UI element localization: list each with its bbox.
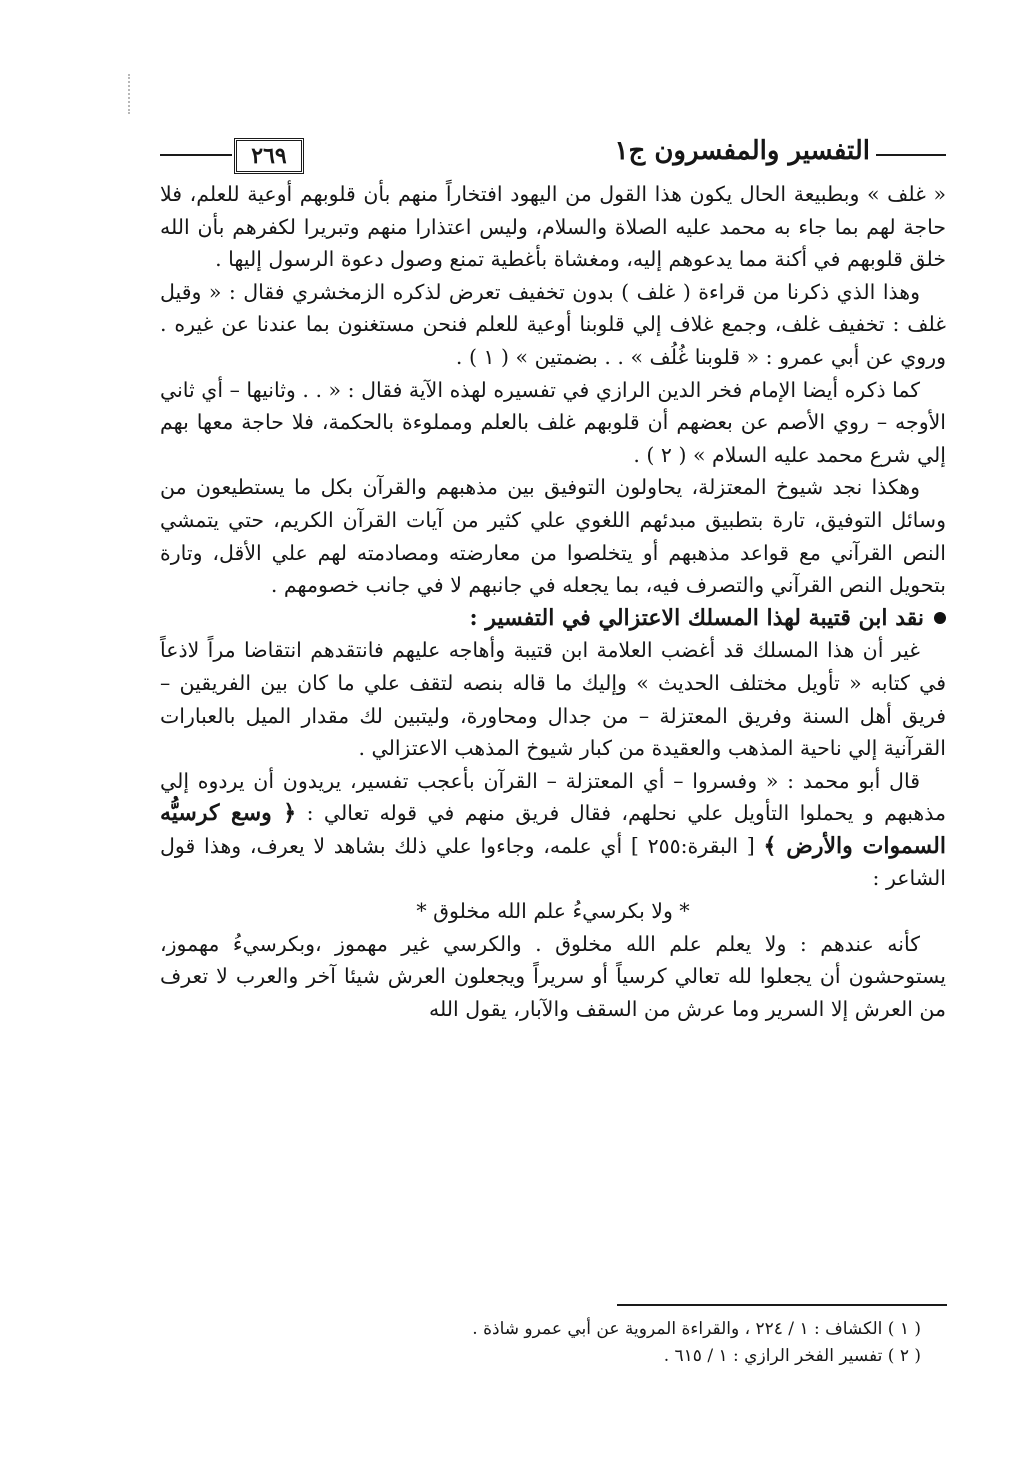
paragraph: وهذا الذي ذكرنا من قراءة ( غلف ) بدون تخفيف تعرض لذكره الزمخشري فقال : « وقيل غلف : تخفيف غلف، وجمع غلاف إلي قلوبنا أوعية للعلم فنحن مستغنون بما عندنا عن غيره . وروي عن أبي عمرو : « قلوبنا غُلُف » . . بضمتين » ( ١ ) . xyxy=(160,279,946,369)
page-number: ٢٦٩ xyxy=(234,138,304,174)
paragraph-text: [ البقرة:٢٥٥ ] أي علمه، وجاءوا علي ذلك بشاهد لا يعرف، وهذا قول الشاعر : xyxy=(160,833,946,891)
paragraph-text: قال أبو محمد : « وفسروا – أي المعتزلة – القرآن بأعجب تفسير، يريدون أن يردوه إلي مذهبهم و يحملوا التأويل علي نحلهم، فقال فريق منهم في قوله تعالي : xyxy=(160,768,946,826)
paragraph: كأنه عندهم : ولا يعلم علم الله مخلوق . والكرسي غير مهموز ،وبكرسيءُ مهموز، يستوحشون أن يجعلوا لله تعالي كرسياً أو سريراً ويجعلون العرش شيئا آخر والعرب لا تعرف من العرش إلا السرير وما عرش من السقف والآبار، يقول الله xyxy=(160,931,946,1021)
running-header xyxy=(160,134,946,174)
footnote: ( ١ ) الكشاف : ١ / ٢٢٤ ، والقراءة المروية عن أبي عمرو شاذة . xyxy=(472,1319,921,1339)
paragraph: وهكذا نجد شيوخ المعتزلة، يحاولون التوفيق بين مذهبهم والقرآن بكل ما يستطيعون من وسائل التوفيق، تارة بتطبيق مبدئهم اللغوي علي كثير من آيات القرآن الكريم، حتي يتمشي النص القرآني مع قواعد مذهبهم أو يتخلصوا من معارضته ومصادمته لهم علي الأقل، وتارة بتحويل النص القرآني والتصرف فيه، بما يجعله في جانبهم لا في جانب خصومهم . xyxy=(160,475,946,598)
section-heading xyxy=(160,602,946,635)
quran-verse: ﴿ وسع كرسيُّه السموات والأرض ﴾ xyxy=(160,800,946,859)
body-text xyxy=(160,178,946,1025)
footnote: ( ٢ ) تفسير الفخر الرازي : ١ / ٦١٥ . xyxy=(663,1346,921,1366)
bullet-icon xyxy=(934,612,946,624)
footnote-divider xyxy=(617,1304,947,1306)
paragraph-with-verse xyxy=(160,765,946,895)
paragraph: غير أن هذا المسلك قد أغضب العلامة ابن قتيبة وأهاجه عليهم فانتقدهم انتقاضا مراً لاذعاً في كتابه « تأويل مختلف الحديث » وإليك ما قاله بنصه لتقف علي ما كان بين الفريقين – فريق أهل السنة وفريق المعتزلة – من جدال ومحاورة، وليتبين لك مقدار الميل بالعبارات القرآنية إلي ناحية المذهب والعقيدة من كبار شيوخ المذهب الاعتزالي . xyxy=(160,638,946,761)
section-heading-text: نقد ابن قتيبة لهذا المسلك الاعتزالي في التفسير : xyxy=(469,604,924,631)
header-rule-left xyxy=(160,154,232,156)
scan-margin-mark xyxy=(128,74,132,114)
poetry-verse: * ولا بكرسيءُ علم الله مخلوق * xyxy=(416,899,690,924)
footnotes xyxy=(201,1316,921,1370)
paragraph: كما ذكره أيضا الإمام فخر الدين الرازي في تفسيره لهذه الآية فقال : « . . وثانيها – أي ثاني الأوجه – روي الأصم عن بعضهم أن قلوبهم غلف بالعلم ومملوءة بالحكمة، فلا حاجة معها بهم إلي شرع محمد عليه السلام » ( ٢ ) . xyxy=(160,377,946,467)
running-title: التفسير والمفسرون ج١ xyxy=(614,136,870,166)
header-rule-right xyxy=(876,154,946,156)
paragraph: « غلف » وبطبيعة الحال يكون هذا القول من اليهود افتخاراً منهم بأن قلوبهم أوعية للعلم، فلا حاجة لهم بما جاء به محمد عليه الصلاة والسلام، وليس اعتذارا منهم وتبريرا لكفرهم بأن الله خلق قلوبهم في أكنة مما يدعوهم إليه، ومغشاة بأغطية تمنع وصول دعوة الرسول إليها . xyxy=(160,182,946,272)
